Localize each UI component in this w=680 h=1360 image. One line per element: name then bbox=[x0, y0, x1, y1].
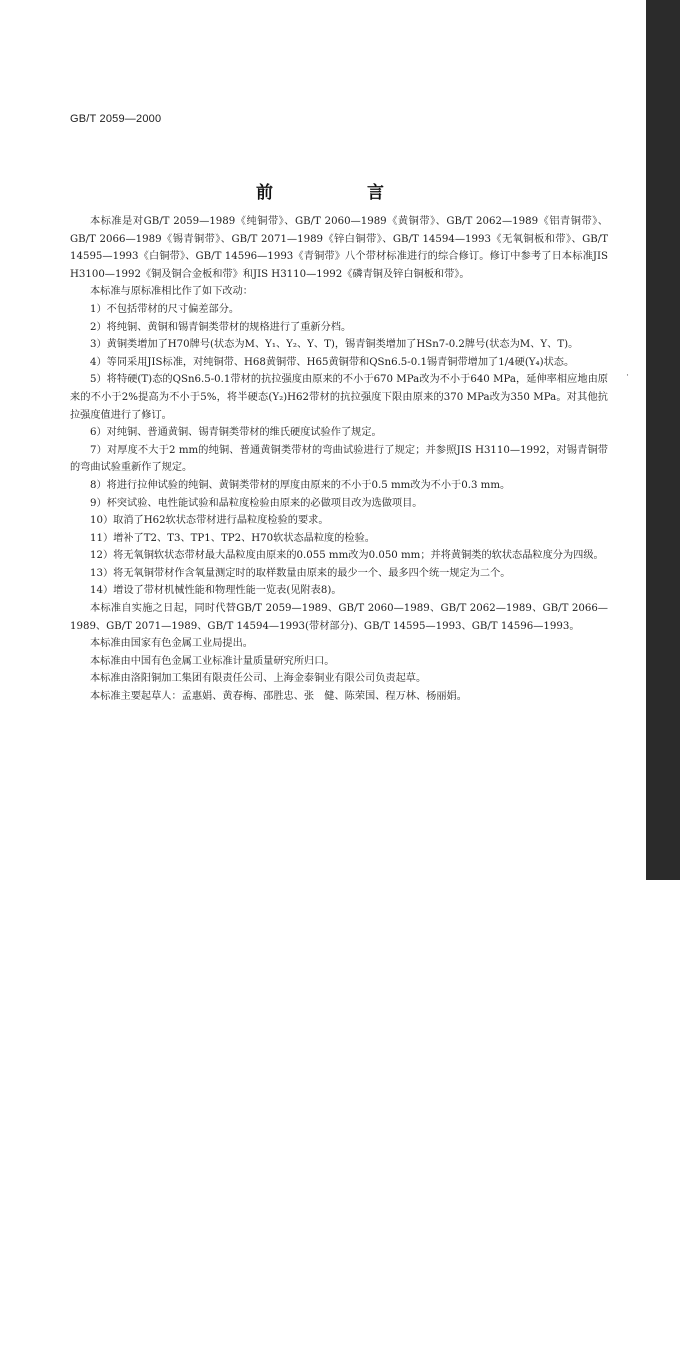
paragraph-intro: 本标准是对GB/T 2059—1989《纯铜带》、GB/T 2060—1989《黄铜带》、GB/T 2062—1989《铝青铜带》、GB/T 2066—1989《锡青铜带》、GB/T 2071—1989《锌白铜带》、GB/T 14594—1993《无氧铜板和带》、GB/T 14595—1993《白铜带》、GB/T 14596—1993《青铜带》八个带材标准进行的综合修订。修订中参考了日本标准JIS H3100—1992《铜及铜合金板和带》和JIS H3110—1992《磷青铜及锌白铜板和带》。 bbox=[70, 216, 608, 280]
paragraph-managed-by: 本标准由中国有色金属工业标准计量质量研究所归口。 bbox=[90, 655, 335, 667]
change-item-1: 1）不包括带材的尺寸偏差部分。 bbox=[90, 303, 240, 315]
stray-mark: ˙ bbox=[625, 374, 630, 385]
scan-edge-shadow bbox=[646, 0, 680, 880]
page-title: 前 言 bbox=[256, 183, 428, 203]
paragraph-replaces: 本标准自实施之日起，同时代替GB/T 2059—1989、GB/T 2060—1989、GB/T 2062—1989、GB/T 2066—1989、GB/T 2071—1989、GB/T 14594—1993(带材部分)、GB/T 14595—1993、GB/T 14596—1993。 bbox=[70, 603, 608, 632]
change-item-12: 12）将无氧铜软状态带材最大晶粒度由原来的0.055 mm改为0.050 mm；并将黄铜类的软状态晶粒度分为四级。 bbox=[90, 550, 604, 562]
standard-number: GB/T 2059—2000 bbox=[70, 113, 162, 125]
change-item-8: 8）将进行拉伸试验的纯铜、黄铜类带材的厚度由原来的不小于0.5 mm改为不小于0.3 mm。 bbox=[90, 479, 511, 491]
paragraph-drafters: 本标准主要起草人：孟惠娟、黄春梅、邵胜忠、张 健、陈荣国、程万林、杨丽娟。 bbox=[90, 691, 467, 703]
change-item-13: 13）将无氧铜带材作含氧量测定时的取样数量由原来的最少一个、最多四个统一规定为二个。 bbox=[90, 567, 511, 579]
foreword-body bbox=[70, 213, 608, 706]
paragraph-proposed-by: 本标准由国家有色金属工业局提出。 bbox=[90, 638, 253, 650]
change-item-4: 4）等同采用JIS标准，对纯铜带、H68黄铜带、H65黄铜带和QSn6.5-0.1锡青铜带增加了1/4硬(Y₄)状态。 bbox=[90, 356, 575, 368]
change-item-7: 7）对厚度不大于2 mm的纯铜、普通黄铜类带材的弯曲试验进行了规定；并参照JIS H3110—1992，对锡青铜带的弯曲试验重新作了规定。 bbox=[70, 444, 608, 474]
change-item-2: 2）将纯铜、黄铜和锡青铜类带材的规格进行了重新分档。 bbox=[90, 321, 352, 333]
change-item-14: 14）增设了带材机械性能和物理性能一览表(见附表8)。 bbox=[90, 585, 342, 597]
change-item-10: 10）取消了H62软状态带材进行晶粒度检验的要求。 bbox=[90, 515, 329, 527]
change-item-11: 11）增补了T2、T3、TP1、TP2、H70软状态晶粒度的检验。 bbox=[90, 532, 375, 544]
change-item-3: 3）黄铜类增加了H70牌号(状态为M、Y₁、Y₂、Y、T)，锡青铜类增加了HSn7-0.2牌号(状态为M、Y、T)。 bbox=[90, 339, 579, 351]
paragraph-drafted-by: 本标准由洛阳铜加工集团有限责任公司、上海金泰铜业有限公司负责起草。 bbox=[90, 673, 427, 685]
change-item-6: 6）对纯铜、普通黄铜、锡青铜类带材的维氏硬度试验作了规定。 bbox=[90, 427, 382, 439]
change-item-5: 5）将特硬(T)态的QSn6.5-0.1带材的抗拉强度由原来的不小于670 MPa改为不小于640 MPa，延伸率相应地由原来的不小于2%提高为不小于5%，将半硬态(Y₂)H62带材的抗拉强度下限由原来的370 MPa改为350 MPa。对其他抗拉强度值进行了修订。 bbox=[70, 374, 608, 421]
paragraph-changes-lead: 本标准与原标准相比作了如下改动： bbox=[90, 286, 253, 298]
change-item-9: 9）杯突试验、电性能试验和晶粒度检验由原来的必做项目改为选做项目。 bbox=[90, 497, 423, 509]
